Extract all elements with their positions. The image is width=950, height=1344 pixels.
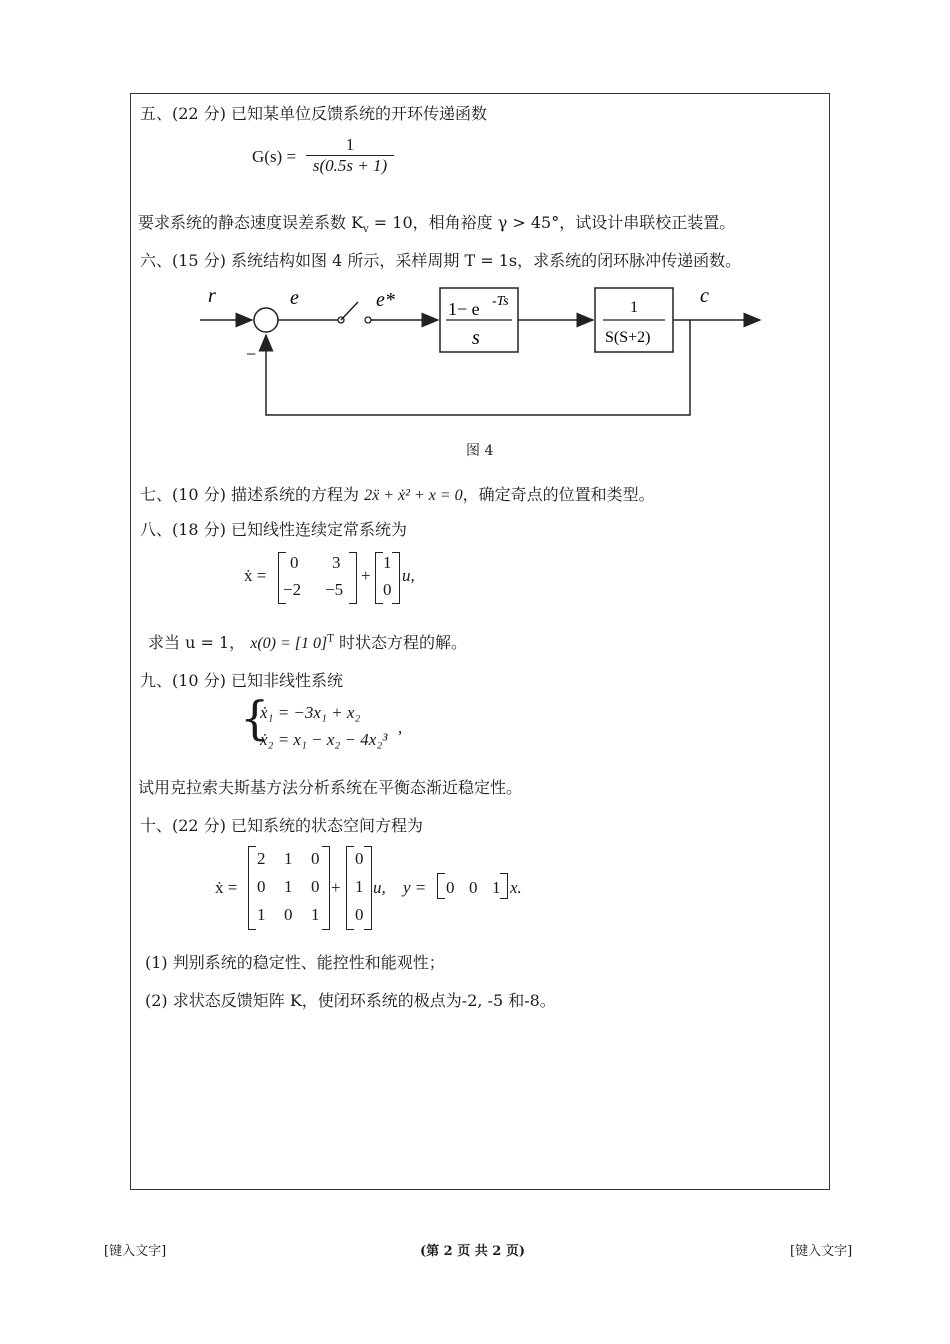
q10-heading: 十、(22 分) 已知系统的状态空间方程为 — [140, 816, 424, 835]
q9-comma: , — [398, 718, 403, 737]
q5-req-text: 要求系统的静态速度误差系数 K — [138, 213, 364, 232]
summing-junction — [254, 308, 278, 332]
q5-lhs: G(s) = — [252, 147, 297, 166]
q10-B2: 0 — [355, 905, 364, 924]
q8-plus: + — [361, 566, 371, 585]
q8-B0: 1 — [383, 553, 392, 572]
q10-A10: 0 — [257, 877, 266, 896]
q8-A01: 3 — [332, 553, 341, 572]
q5-requirement — [138, 210, 735, 235]
sampler-switch — [341, 302, 358, 320]
q10-C-left-bracket — [437, 873, 445, 899]
plant-den: S(S+2) — [605, 329, 651, 346]
q10-A22: 1 — [311, 905, 320, 924]
q10-A00: 2 — [257, 849, 266, 868]
q8-A00: 0 — [290, 553, 299, 572]
q5-fraction — [306, 135, 394, 176]
q8-B-right-bracket — [392, 552, 400, 604]
q8-heading: 八、(18 分) 已知线性连续定常系统为 — [140, 520, 408, 539]
zoh-den: s — [472, 327, 480, 349]
q8-solve-b: 时状态方程的解。 — [333, 633, 468, 652]
label-e-star: e* — [376, 289, 395, 311]
switch-contact-right — [365, 317, 371, 323]
q5-kv-sub: v — [363, 224, 369, 236]
q10-y-eq: y = — [403, 878, 427, 897]
footer-center: (第 2 页 共 2 页) — [420, 1244, 526, 1259]
q10-A02: 0 — [311, 849, 320, 868]
q6-heading: 六、(15 分) 系统结构如图 4 所示，采样周期 T = 1s，求系统的闭环脉冲传递函数。 — [140, 251, 742, 270]
q10-B-left-bracket — [346, 846, 354, 930]
q7-heading-a: 七、(10 分) 描述系统的方程为 — [140, 485, 365, 504]
q8-u-tail: u, — [402, 566, 415, 585]
q8-lhs: ẋ = — [244, 566, 267, 585]
q10-C1: 0 — [469, 878, 478, 897]
q10-A20: 1 — [257, 905, 266, 924]
q10-plus: + — [331, 878, 341, 897]
q7-heading-b: ，确定奇点的位置和类型。 — [462, 485, 655, 504]
q10-A11: 1 — [284, 877, 293, 896]
footer-right: [键入文字] — [790, 1244, 853, 1259]
q5-den: s(0.5s + 1) — [312, 156, 388, 175]
q10-A01: 1 — [284, 849, 293, 868]
q10-A-right-bracket — [322, 846, 330, 930]
block-diagram — [190, 280, 780, 430]
fig-caption: 图 4 — [466, 443, 494, 459]
q10-A21: 0 — [284, 905, 293, 924]
q10-B0: 0 — [355, 849, 364, 868]
zoh-exp: -Ts — [492, 294, 509, 309]
label-e: e — [290, 287, 299, 309]
label-c: c — [700, 285, 709, 307]
q10-C0: 0 — [446, 878, 455, 897]
q10-C-right-bracket — [500, 873, 508, 899]
label-minus: − — [246, 344, 257, 364]
q9-task: 试用克拉索夫斯基方法分析系统在平衡态渐近稳定性。 — [138, 778, 523, 797]
q7-equation: 2ẍ + ẋ² + x = 0 — [364, 487, 463, 504]
zoh-num: 1− e — [448, 299, 480, 319]
q10-x-tail: x. — [510, 878, 522, 897]
q10-u-tail: u, — [373, 878, 386, 897]
q10-A12: 0 — [311, 877, 320, 896]
q8-B1: 0 — [383, 580, 392, 599]
plant-num: 1 — [630, 299, 638, 316]
q10-lhs: ẋ = — [215, 878, 238, 897]
label-r: r — [208, 285, 216, 307]
q10-C2: 1 — [492, 878, 501, 897]
q5-num: 1 — [345, 135, 355, 154]
q8-A10: −2 — [283, 580, 302, 599]
q5-heading: 五、(22 分) 已知某单位反馈系统的开环传递函数 — [140, 104, 488, 123]
q8-solve-T: T — [327, 633, 334, 645]
q9-heading: 九、(10 分) 已知非线性系统 — [140, 671, 344, 690]
q8-A-right-bracket — [349, 552, 357, 604]
q10-A-left-bracket — [248, 846, 256, 930]
q10-sub1: (1) 判别系统的稳定性、能控性和能观性； — [145, 953, 445, 972]
q8-B-left-bracket — [375, 552, 383, 604]
q5-req-text2: = 10，相角裕度 γ > 45°，试设计串联校正装置。 — [368, 213, 736, 232]
q7-line — [140, 482, 655, 505]
footer-left: [键入文字] — [104, 1244, 167, 1259]
q10-B-right-bracket — [364, 846, 372, 930]
q8-solve — [148, 630, 467, 653]
q9-eq1: ẋ₁ = −3x₁ + x₂ — [260, 703, 361, 722]
q10-sub2: (2) 求状态反馈矩阵 K，使闭环系统的极点为-2, -5 和-8。 — [145, 991, 556, 1010]
q9-eq2: ẋ₂ = x₁ − x₂ − 4x₂³ — [260, 730, 388, 749]
q10-B1: 1 — [355, 877, 364, 896]
q8-solve-x0: x(0) = [1 0] — [250, 635, 328, 652]
q8-solve-a: 求当 u = 1， — [148, 633, 246, 652]
q9-brace: { — [240, 691, 270, 745]
q8-A11: −5 — [325, 580, 344, 599]
